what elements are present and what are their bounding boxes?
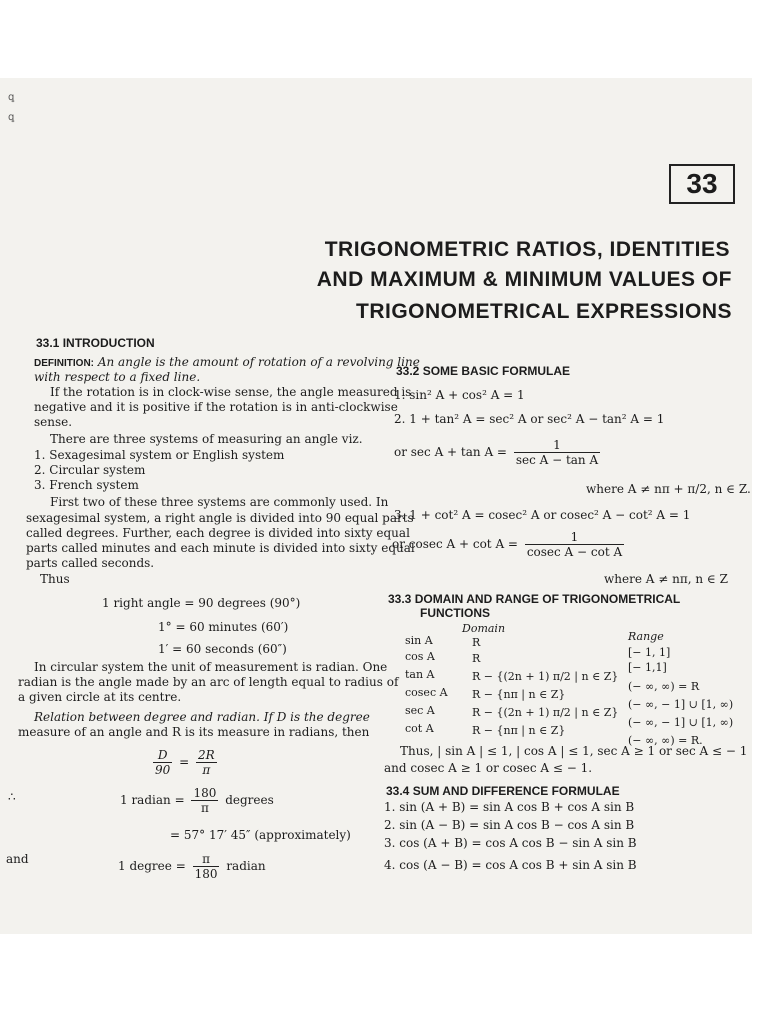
paragraph-line: sense. [34, 415, 73, 429]
sum-formula-2: 2. sin (A − B) = sin A cos B − cos A sin B [384, 818, 635, 832]
paragraph-line: radian is the angle made by an arc of length equal to radius of [18, 675, 399, 689]
scan-bottom-margin [0, 934, 768, 1024]
formula-1: 1. sin² A + cos² A = 1 [394, 388, 525, 402]
relation-d: D [153, 748, 172, 763]
table-row-fn: tan A [405, 668, 435, 681]
equation-right-angle: 1 right angle = 90 degrees (90°) [102, 596, 301, 610]
paragraph-line: In circular system the unit of measurement is radian. One [34, 660, 388, 674]
range-column-header: Range [628, 630, 664, 643]
and-label: and [6, 852, 29, 866]
radian-den: π [200, 801, 209, 815]
thus-label: Thus [40, 572, 70, 586]
paragraph-line: a given circle at its centre. [18, 690, 182, 704]
thus-inequality-1: Thus, | sin A | ≤ 1, | cos A | ≤ 1, sec A ≥ 1 or sec A ≤ − 1 [400, 744, 748, 758]
degree-den: 180 [194, 867, 218, 881]
sum-formula-4: 4. cos (A − B) = cos A cos B + sin A sin B [384, 858, 637, 872]
section-heading-sum: 33.4 SUM AND DIFFERENCE FORMULAE [386, 784, 620, 798]
table-row-domain: R − {nπ | n ∈ Z} [472, 724, 566, 737]
paragraph-line: If the rotation is in clock-wise sense, the angle measured is [50, 385, 412, 399]
formula-2b-num: 1 [514, 438, 600, 453]
table-row-range: (− ∞, ∞) = R. [628, 734, 703, 747]
chapter-number-box [669, 164, 735, 204]
table-row-fn: sin A [405, 634, 433, 647]
chapter-title-line-3: TRIGONOMETRICAL EXPRESSIONS [356, 300, 732, 323]
degree-num: π [193, 852, 220, 867]
formula-2b-den: sec A − tan A [515, 453, 599, 467]
table-row-domain: R − {(2n + 1) π/2 | n ∈ Z} [472, 706, 619, 719]
equation-minute: 1′ = 60 seconds (60″) [158, 642, 287, 656]
paragraph-line: parts called minutes and each minute is divided into sixty equal [26, 541, 415, 555]
relation-2r: 2R [198, 748, 215, 762]
therefore-symbol: ∴ [8, 790, 16, 804]
system-item: 1. Sexagesimal system or English system [34, 448, 285, 462]
formula-2b [394, 438, 603, 467]
radian-lhs: 1 radian [120, 793, 171, 807]
table-row-domain: R − {(2n + 1) π/2 | n ∈ Z} [472, 670, 619, 683]
table-row-domain: R − {nπ | n ∈ Z} [472, 688, 566, 701]
relation-pi: π [202, 763, 211, 777]
formula-3b-den: cosec A − cot A [526, 545, 623, 559]
table-row-range: (− ∞, ∞) = R [628, 680, 700, 693]
section-heading-basic: 33.2 SOME BASIC FORMULAE [396, 364, 571, 378]
paragraph-line: sexagesimal system, a right angle is divided into 90 equal parts [26, 511, 414, 525]
margin-scribble: ꝗ [8, 92, 15, 103]
table-row-range: (− ∞, − 1] ∪ [1, ∞) [628, 698, 734, 711]
paragraph-line: called degrees. Further, each degree is divided into sixty equal [26, 526, 410, 540]
radian-num: 180 [193, 786, 217, 800]
table-row-fn: cosec A [405, 686, 448, 699]
degree-lhs: 1 degree [118, 859, 172, 873]
paragraph-line: Relation between degree and radian. If D is the degree [34, 710, 370, 724]
system-item: 3. French system [34, 478, 139, 492]
degree-unit: radian [226, 859, 266, 873]
table-row-fn: cos A [405, 650, 435, 663]
chapter-title-line-1: TRIGONOMETRIC RATIOS, IDENTITIES [324, 238, 730, 261]
degree-equation: 1 degree = $\frac{\pi}{180}$ radian [118, 852, 266, 881]
table-row-fn: cot A [405, 722, 434, 735]
section-heading-domain-2: FUNCTIONS [420, 606, 490, 620]
sum-formula-3: 3. cos (A + B) = cos A cos B − sin A sin B [384, 836, 637, 850]
paragraph-line: There are three systems of measuring an angle viz. [50, 432, 363, 446]
approximation: = 57° 17′ 45″ (approximately) [170, 828, 351, 842]
relation-equation: $\frac{D}{90}$ = $\frac{2R}{\pi}$ [155, 748, 215, 777]
formula-2b-where: where A ≠ nπ + π/2, n ∈ Z. [586, 482, 751, 496]
radian-unit: degrees [225, 793, 274, 807]
definition [34, 355, 420, 369]
radian-equation: 1 radian = $\frac{180}{\pi}$ degrees [120, 786, 274, 815]
domain-column-header: Domain [462, 622, 506, 635]
section-heading-intro: 33.1 INTRODUCTION [36, 336, 155, 350]
table-row-fn: sec A [405, 704, 435, 717]
paragraph-line: parts called seconds. [26, 556, 155, 570]
definition-label: DEFINITION: [34, 358, 94, 369]
thus-inequality-2: and cosec A ≥ 1 or cosec A ≤ − 1. [384, 761, 593, 775]
relation-90: 90 [155, 763, 171, 777]
paragraph-line: measure of an angle and R is its measure in radians, then [18, 725, 370, 739]
chapter-number: 33 [686, 168, 718, 199]
formula-3b [392, 530, 627, 559]
definition-text-2: with respect to a fixed line. [34, 370, 201, 384]
formula-2b-lhs: or sec A + tan A = [394, 445, 507, 459]
table-row-domain: R [472, 636, 481, 649]
formula-3b-lhs: or cosec A + cot A = [392, 537, 518, 551]
chapter-title-line-2: AND MAXIMUM & MINIMUM VALUES OF [316, 268, 732, 291]
sum-formula-1: 1. sin (A + B) = sin A cos B + cos A sin B [384, 800, 635, 814]
section-heading-domain: 33.3 DOMAIN AND RANGE OF TRIGONOMETRICAL [388, 592, 681, 606]
paragraph-line: First two of these three systems are commonly used. In [50, 495, 389, 509]
formula-3b-num: 1 [525, 530, 624, 545]
formula-2: 2. 1 + tan² A = sec² A or sec² A − tan² A = 1 [394, 412, 665, 426]
definition-text: An angle is the amount of rotation of a revolving line [97, 355, 420, 369]
formula-3b-where: where A ≠ nπ, n ∈ Z [604, 572, 728, 586]
table-row-range: [− 1,1] [628, 661, 667, 674]
system-item: 2. Circular system [34, 463, 146, 477]
paragraph-line: negative and it is positive if the rotation is in anti-clockwise [34, 400, 398, 414]
equation-degree: 1° = 60 minutes (60′) [158, 620, 289, 634]
table-row-range: [− 1, 1] [628, 646, 671, 659]
table-row-range: (− ∞, − 1] ∪ [1, ∞) [628, 716, 734, 729]
table-row-domain: R [472, 652, 481, 665]
scan-top-margin [0, 0, 768, 78]
formula-3: 3. 1 + cot² A = cosec² A or cosec² A − cot² A = 1 [394, 508, 691, 522]
margin-scribble: ꝗ [8, 112, 15, 123]
